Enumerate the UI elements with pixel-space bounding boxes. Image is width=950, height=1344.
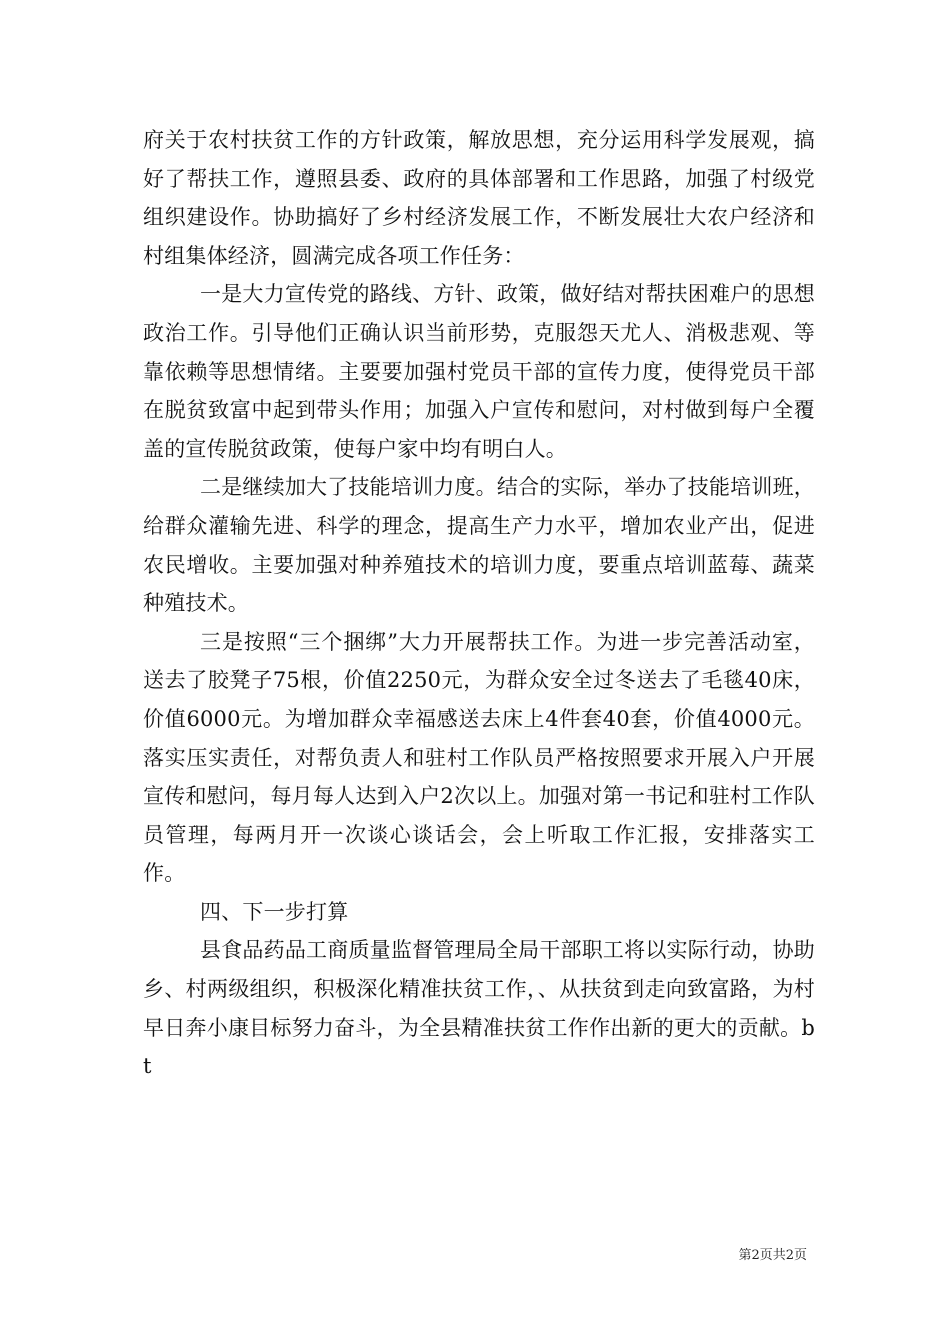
paragraph-skills-training: 二是继续加大了技能培训力度。结合的实际，举办了技能培训班，给群众灌输先进、科学的理念，提高生产力水平，增加农业产出，促进农民增收。主要加强对种养殖技术的培训力度，要重点培训蓝莓、蔬菜种殖技术。: [143, 475, 815, 616]
document-body: [143, 121, 815, 1086]
paragraph-three-bindings: 三是按照“三个捆绑”大力开展帮扶工作。为进一步完善活动室，送去了胶凳子75根，价值2250元，为群众安全过冬送去了毛毯40床，价值6000元。为增加群众幸福感送去床上4件套40套，价值4000元。落实压实责任，对帮负责人和驻村工作队员严格按照要求开展入户开展宣传和慰问，每月每人达到入户2次以上。加强对第一书记和驻村工作队员管理，每两月开一次谈心谈话会，会上听取工作汇报，安排落实工作。: [143, 629, 815, 886]
paragraph-policy-intro: 府关于农村扶贫工作的方针政策，解放思想，充分运用科学发展观，搞好了帮扶工作，遵照县委、政府的具体部署和工作思路，加强了村级党组织建设作。协助搞好了乡村经济发展工作，不断发展壮大农户经济和村组集体经济，圆满完成各项工作任务：: [143, 128, 815, 268]
page-number-footer: 第2页共2页: [738, 1248, 807, 1263]
paragraph-propaganda: 一是大力宣传党的路线、方针、政策，做好结对帮扶困难户的思想政治工作。引导他们正确认识当前形势，克服怨天尤人、消极悲观、等靠依赖等思想情绪。主要要加强村党员干部的宣传力度，使得党员干部在脱贫致富中起到带头作用；加强入户宣传和慰问，对村做到每户全覆盖的宣传脱贫政策，使每户家中均有明白人。: [143, 282, 815, 461]
section-heading-next-steps: 四、下一步打算: [200, 899, 349, 924]
paragraph-closing: 县食品药品工商质量监督管理局全局干部职工将以实际行动，协助乡、村两级组织，积极深化精准扶贫工作，、从扶贫到走向致富路，为村早日奔小康目标努力奋斗，为全县精准扶贫工作作出新的更大的贡献。bt: [143, 938, 815, 1079]
